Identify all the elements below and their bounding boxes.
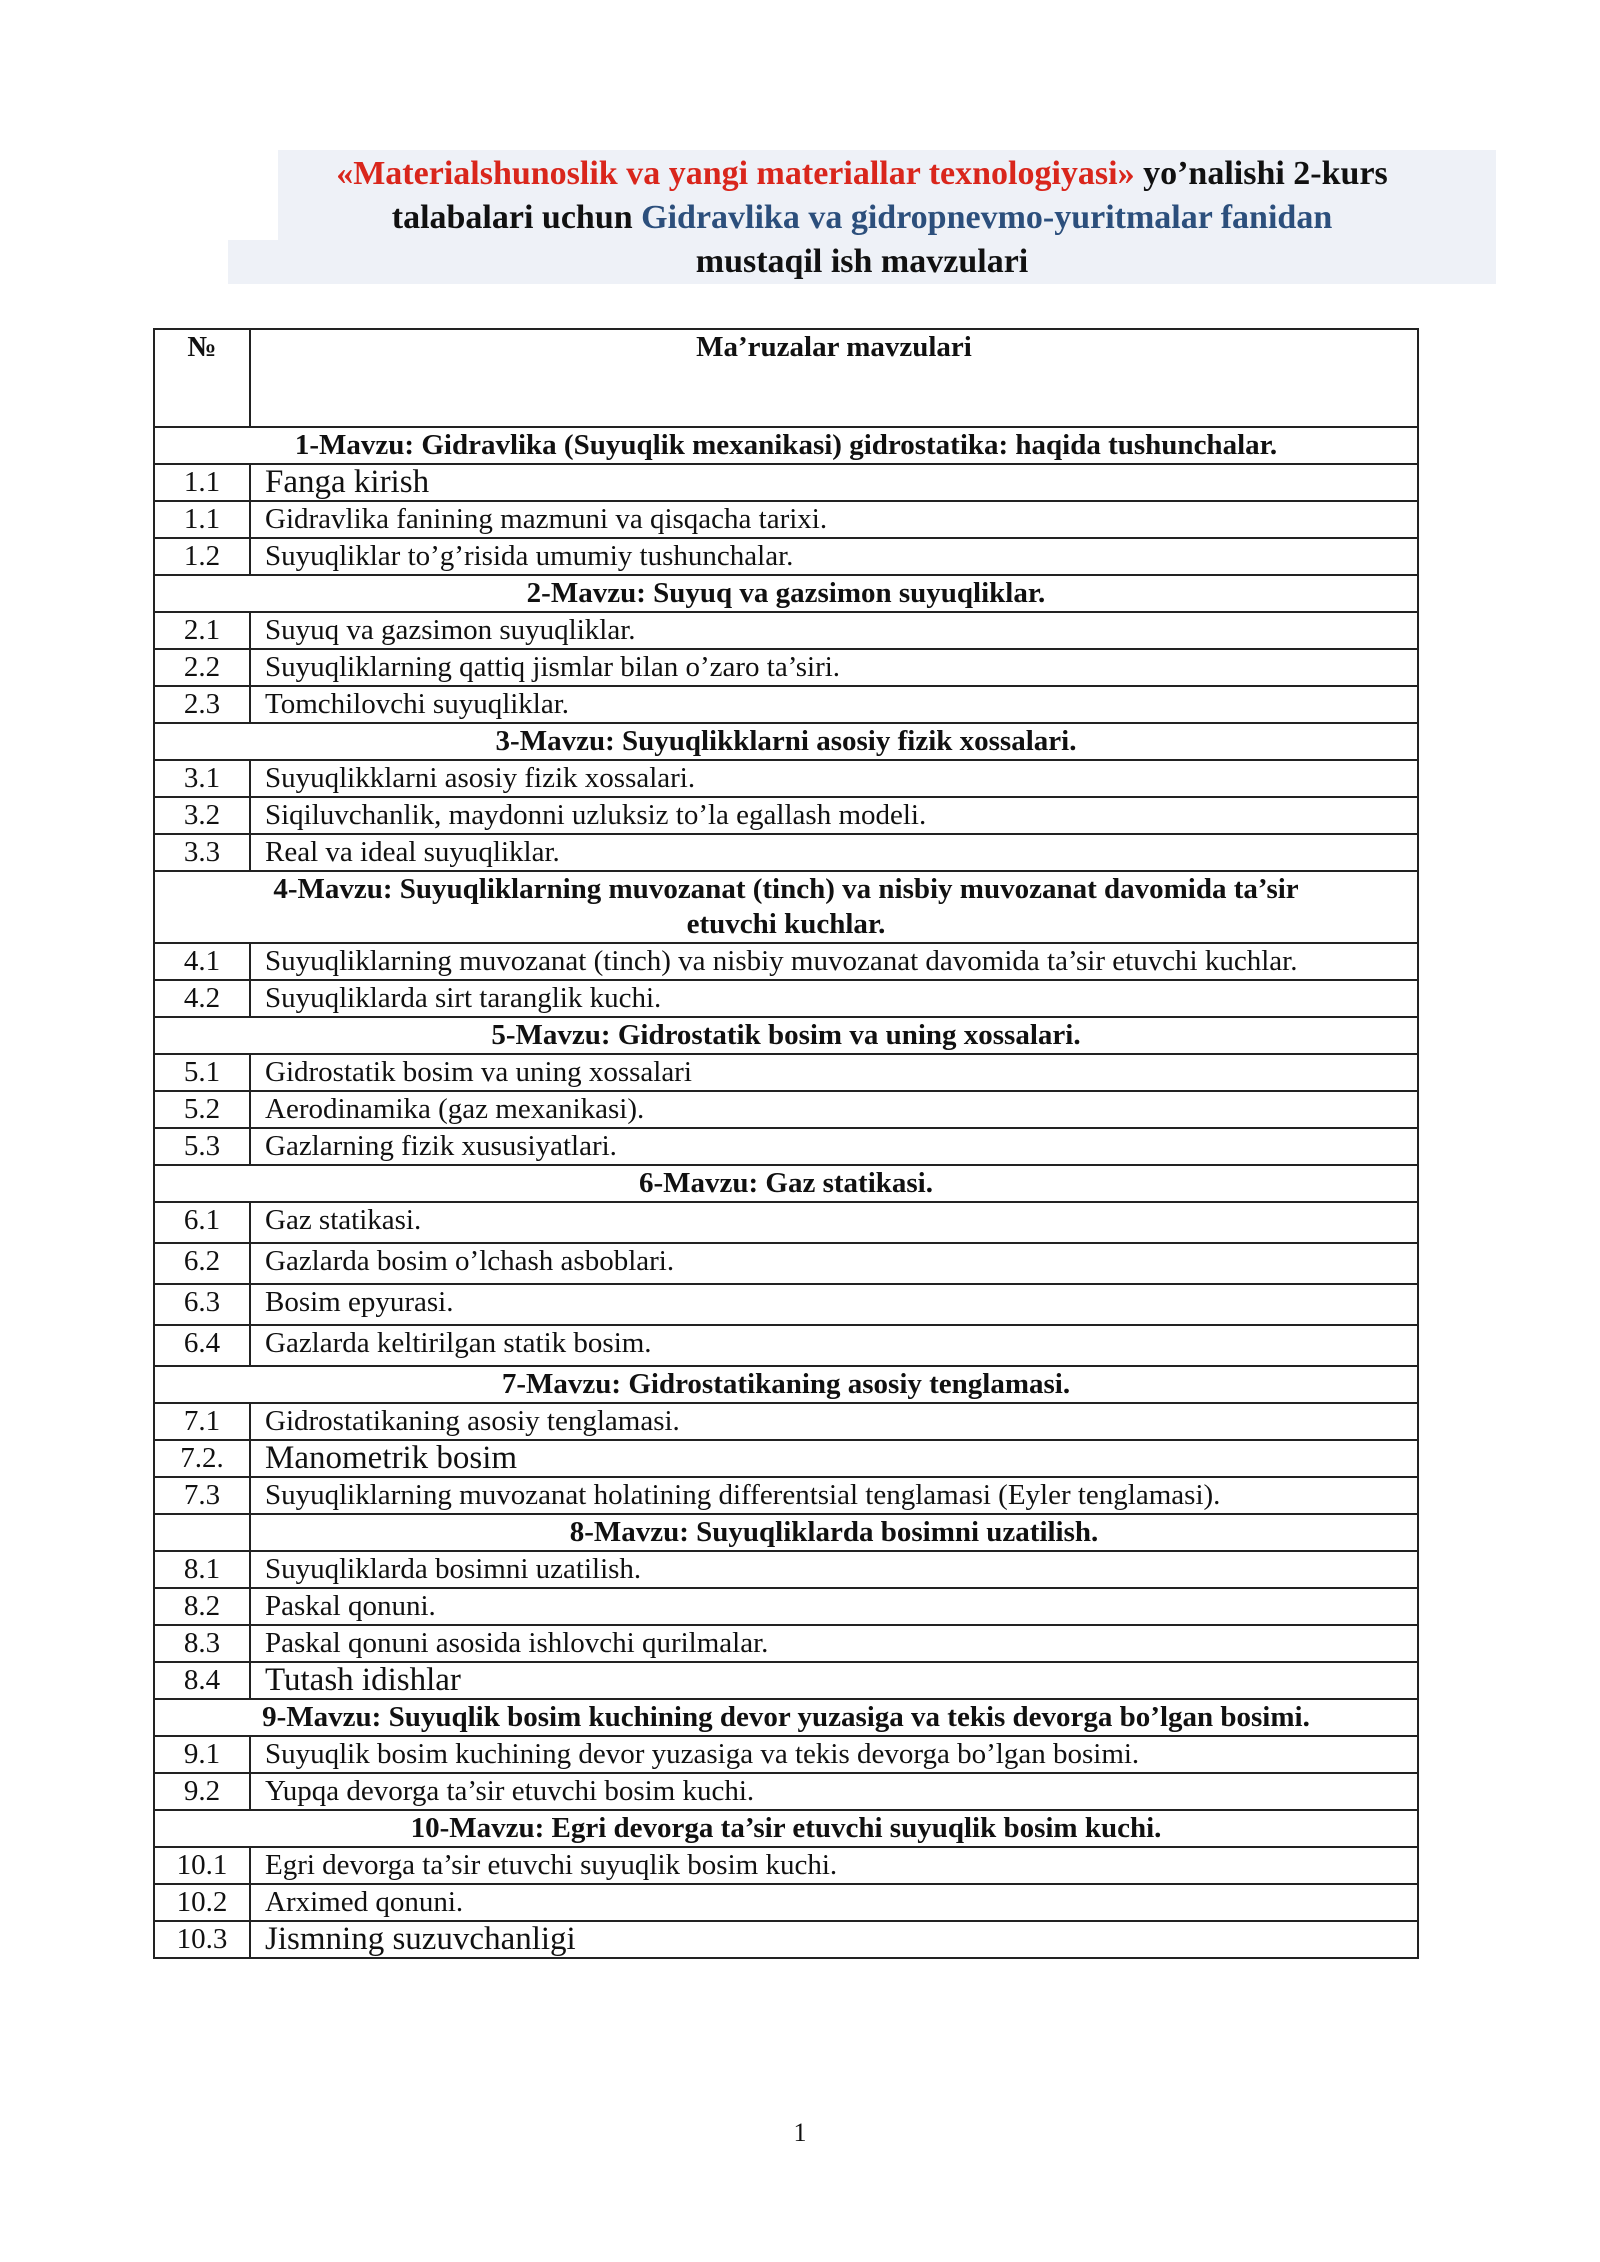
item-title: Suyuqlikklarni asosiy fizik xossalari.: [250, 760, 1418, 797]
item-number: 6.4: [154, 1325, 250, 1366]
topic-row: [154, 1810, 1418, 1847]
column-header-title: Ma’ruzalar mavzulari: [250, 329, 1418, 427]
item-number: 7.3: [154, 1477, 250, 1514]
table-row: [154, 1202, 1418, 1243]
topic-title: 1-Mavzu: Gidravlika (Suyuqlik mexanikasi) gidrostatika: haqida tushunchalar.: [154, 427, 1418, 464]
item-number: 10.1: [154, 1847, 250, 1884]
item-number: 8.2: [154, 1588, 250, 1625]
topic-row: [154, 1017, 1418, 1054]
table-row: [154, 1921, 1418, 1958]
item-number: 2.1: [154, 612, 250, 649]
title-subject: Gidravlika va gidropnevmo-yuritmalar fanidan: [641, 199, 1333, 236]
table-row: [154, 686, 1418, 723]
topics-table: [153, 328, 1419, 1959]
topic-row: [154, 427, 1418, 464]
item-title: Fanga kirish: [250, 464, 1418, 501]
table-row: [154, 1440, 1418, 1477]
table-row: [154, 1477, 1418, 1514]
table-row: [154, 1773, 1418, 1810]
table-row: [154, 1847, 1418, 1884]
item-title: Gidravlika fanining mazmuni va qisqacha tarixi.: [250, 501, 1418, 538]
table-row: [154, 501, 1418, 538]
item-title: Suyuqliklar to’g’risida umumiy tushunchalar.: [250, 538, 1418, 575]
item-title: Gazlarda keltirilgan statik bosim.: [250, 1325, 1418, 1366]
item-number: 8.3: [154, 1625, 250, 1662]
item-title: Suyuqliklarning muvozanat (tinch) va nisbiy muvozanat davomida ta’sir etuvchi kuchlar.: [250, 943, 1418, 980]
topic-title: 9-Mavzu: Suyuqlik bosim kuchining devor yuzasiga va tekis devorga bo’lgan bosimi.: [154, 1699, 1418, 1736]
topic-title: 3-Mavzu: Suyuqlikklarni asosiy fizik xossalari.: [154, 723, 1418, 760]
table-row: [154, 538, 1418, 575]
table-row: [154, 1736, 1418, 1773]
table-row: [154, 1243, 1418, 1284]
table-row: [154, 1403, 1418, 1440]
table-row: [154, 797, 1418, 834]
topic-title: 10-Mavzu: Egri devorga ta’sir etuvchi suyuqlik bosim kuchi.: [154, 1810, 1418, 1847]
item-title: Suyuq va gazsimon suyuqliklar.: [250, 612, 1418, 649]
item-number: 1.1: [154, 501, 250, 538]
title-students: talabalari uchun: [391, 199, 642, 236]
page-number: 1: [793, 2118, 807, 2147]
topic-title: 5-Mavzu: Gidrostatik bosim va uning xossalari.: [154, 1017, 1418, 1054]
topic-number-cell: [154, 1514, 250, 1551]
table-row: [154, 1284, 1418, 1325]
topic-row: [154, 1165, 1418, 1202]
item-number: 10.2: [154, 1884, 250, 1921]
topic-title: 6-Mavzu: Gaz statikasi.: [154, 1165, 1418, 1202]
topic-title: 2-Mavzu: Suyuq va gazsimon suyuqliklar.: [154, 575, 1418, 612]
item-title: Manometrik bosim: [250, 1440, 1418, 1477]
topic-title: 4-Mavzu: Suyuqliklarning muvozanat (tinch) va nisbiy muvozanat davomida ta’sir etuvchi kuchlar.: [154, 871, 1418, 943]
item-title: Gazlarning fizik xususiyatlari.: [250, 1128, 1418, 1165]
item-number: 6.2: [154, 1243, 250, 1284]
item-title: Aerodinamika (gaz mexanikasi).: [250, 1091, 1418, 1128]
table-row: [154, 1054, 1418, 1091]
item-number: 10.3: [154, 1921, 250, 1958]
item-title: Siqiluvchanlik, maydonni uzluksiz to’la egallash modeli.: [250, 797, 1418, 834]
item-number: 7.1: [154, 1403, 250, 1440]
title-program: «Materialshunoslik va yangi materiallar texnologiyasi»: [336, 155, 1135, 192]
item-title: Paskal qonuni.: [250, 1588, 1418, 1625]
topic-title: 7-Mavzu: Gidrostatikaning asosiy tenglamasi.: [154, 1366, 1418, 1403]
item-number: 1.1: [154, 464, 250, 501]
document-title: [228, 150, 1496, 284]
item-title: Jismning suzuvchanligi: [250, 1921, 1418, 1958]
item-title: Suyuqliklarning muvozanat holatining differentsial tenglamasi (Eyler tenglamasi).: [250, 1477, 1418, 1514]
table-row: [154, 943, 1418, 980]
item-number: 2.3: [154, 686, 250, 723]
item-title: Gazlarda bosim o’lchash asboblari.: [250, 1243, 1418, 1284]
table-row: [154, 834, 1418, 871]
topic-row: [154, 871, 1418, 943]
item-number: 8.1: [154, 1551, 250, 1588]
table-row: [154, 649, 1418, 686]
table-header-row: [154, 329, 1418, 427]
table-row: [154, 980, 1418, 1017]
table-row: [154, 612, 1418, 649]
item-number: 5.3: [154, 1128, 250, 1165]
item-title: Bosim epyurasi.: [250, 1284, 1418, 1325]
title-course: yo’nalishi 2-kurs: [1134, 155, 1388, 192]
item-number: 6.1: [154, 1202, 250, 1243]
item-title: Suyuqliklarda sirt taranglik kuchi.: [250, 980, 1418, 1017]
topic-row: [154, 575, 1418, 612]
item-number: 3.1: [154, 760, 250, 797]
item-title: Yupqa devorga ta’sir etuvchi bosim kuchi.: [250, 1773, 1418, 1810]
item-number: 4.2: [154, 980, 250, 1017]
topic-row: [154, 1699, 1418, 1736]
topic-row: [154, 1514, 1418, 1551]
item-number: 9.2: [154, 1773, 250, 1810]
item-title: Suyuqliklarda bosimni uzatilish.: [250, 1551, 1418, 1588]
table-row: [154, 1325, 1418, 1366]
table-row: [154, 464, 1418, 501]
item-number: 8.4: [154, 1662, 250, 1699]
column-header-number: №: [154, 329, 250, 427]
table-row: [154, 1588, 1418, 1625]
item-number: 1.2: [154, 538, 250, 575]
topic-row: [154, 723, 1418, 760]
item-number: 3.3: [154, 834, 250, 871]
item-title: Gidrostatikaning asosiy tenglamasi.: [250, 1403, 1418, 1440]
item-number: 9.1: [154, 1736, 250, 1773]
table-row: [154, 760, 1418, 797]
title-subtitle: mustaqil ish mavzulari: [695, 243, 1029, 280]
table-row: [154, 1091, 1418, 1128]
item-title: Suyuqliklarning qattiq jismlar bilan o’zaro ta’siri.: [250, 649, 1418, 686]
topic-title: 8-Mavzu: Suyuqliklarda bosimni uzatilish.: [250, 1514, 1418, 1551]
item-number: 5.2: [154, 1091, 250, 1128]
item-title: Suyuqlik bosim kuchining devor yuzasiga va tekis devorga bo’lgan bosimi.: [250, 1736, 1418, 1773]
item-number: 6.3: [154, 1284, 250, 1325]
item-title: Tutash idishlar: [250, 1662, 1418, 1699]
table-row: [154, 1662, 1418, 1699]
table-row: [154, 1884, 1418, 1921]
item-number: 5.1: [154, 1054, 250, 1091]
item-title: Paskal qonuni asosida ishlovchi qurilmalar.: [250, 1625, 1418, 1662]
item-title: Real va ideal suyuqliklar.: [250, 834, 1418, 871]
item-title: Gidrostatik bosim va uning xossalari: [250, 1054, 1418, 1091]
item-title: Tomchilovchi suyuqliklar.: [250, 686, 1418, 723]
table-row: [154, 1128, 1418, 1165]
item-number: 3.2: [154, 797, 250, 834]
item-title: Egri devorga ta’sir etuvchi suyuqlik bosim kuchi.: [250, 1847, 1418, 1884]
table-row: [154, 1625, 1418, 1662]
item-title: Gaz statikasi.: [250, 1202, 1418, 1243]
item-number: 2.2: [154, 649, 250, 686]
item-title: Arximed qonuni.: [250, 1884, 1418, 1921]
item-number: 7.2.: [154, 1440, 250, 1477]
topic-row: [154, 1366, 1418, 1403]
item-number: 4.1: [154, 943, 250, 980]
table-row: [154, 1551, 1418, 1588]
